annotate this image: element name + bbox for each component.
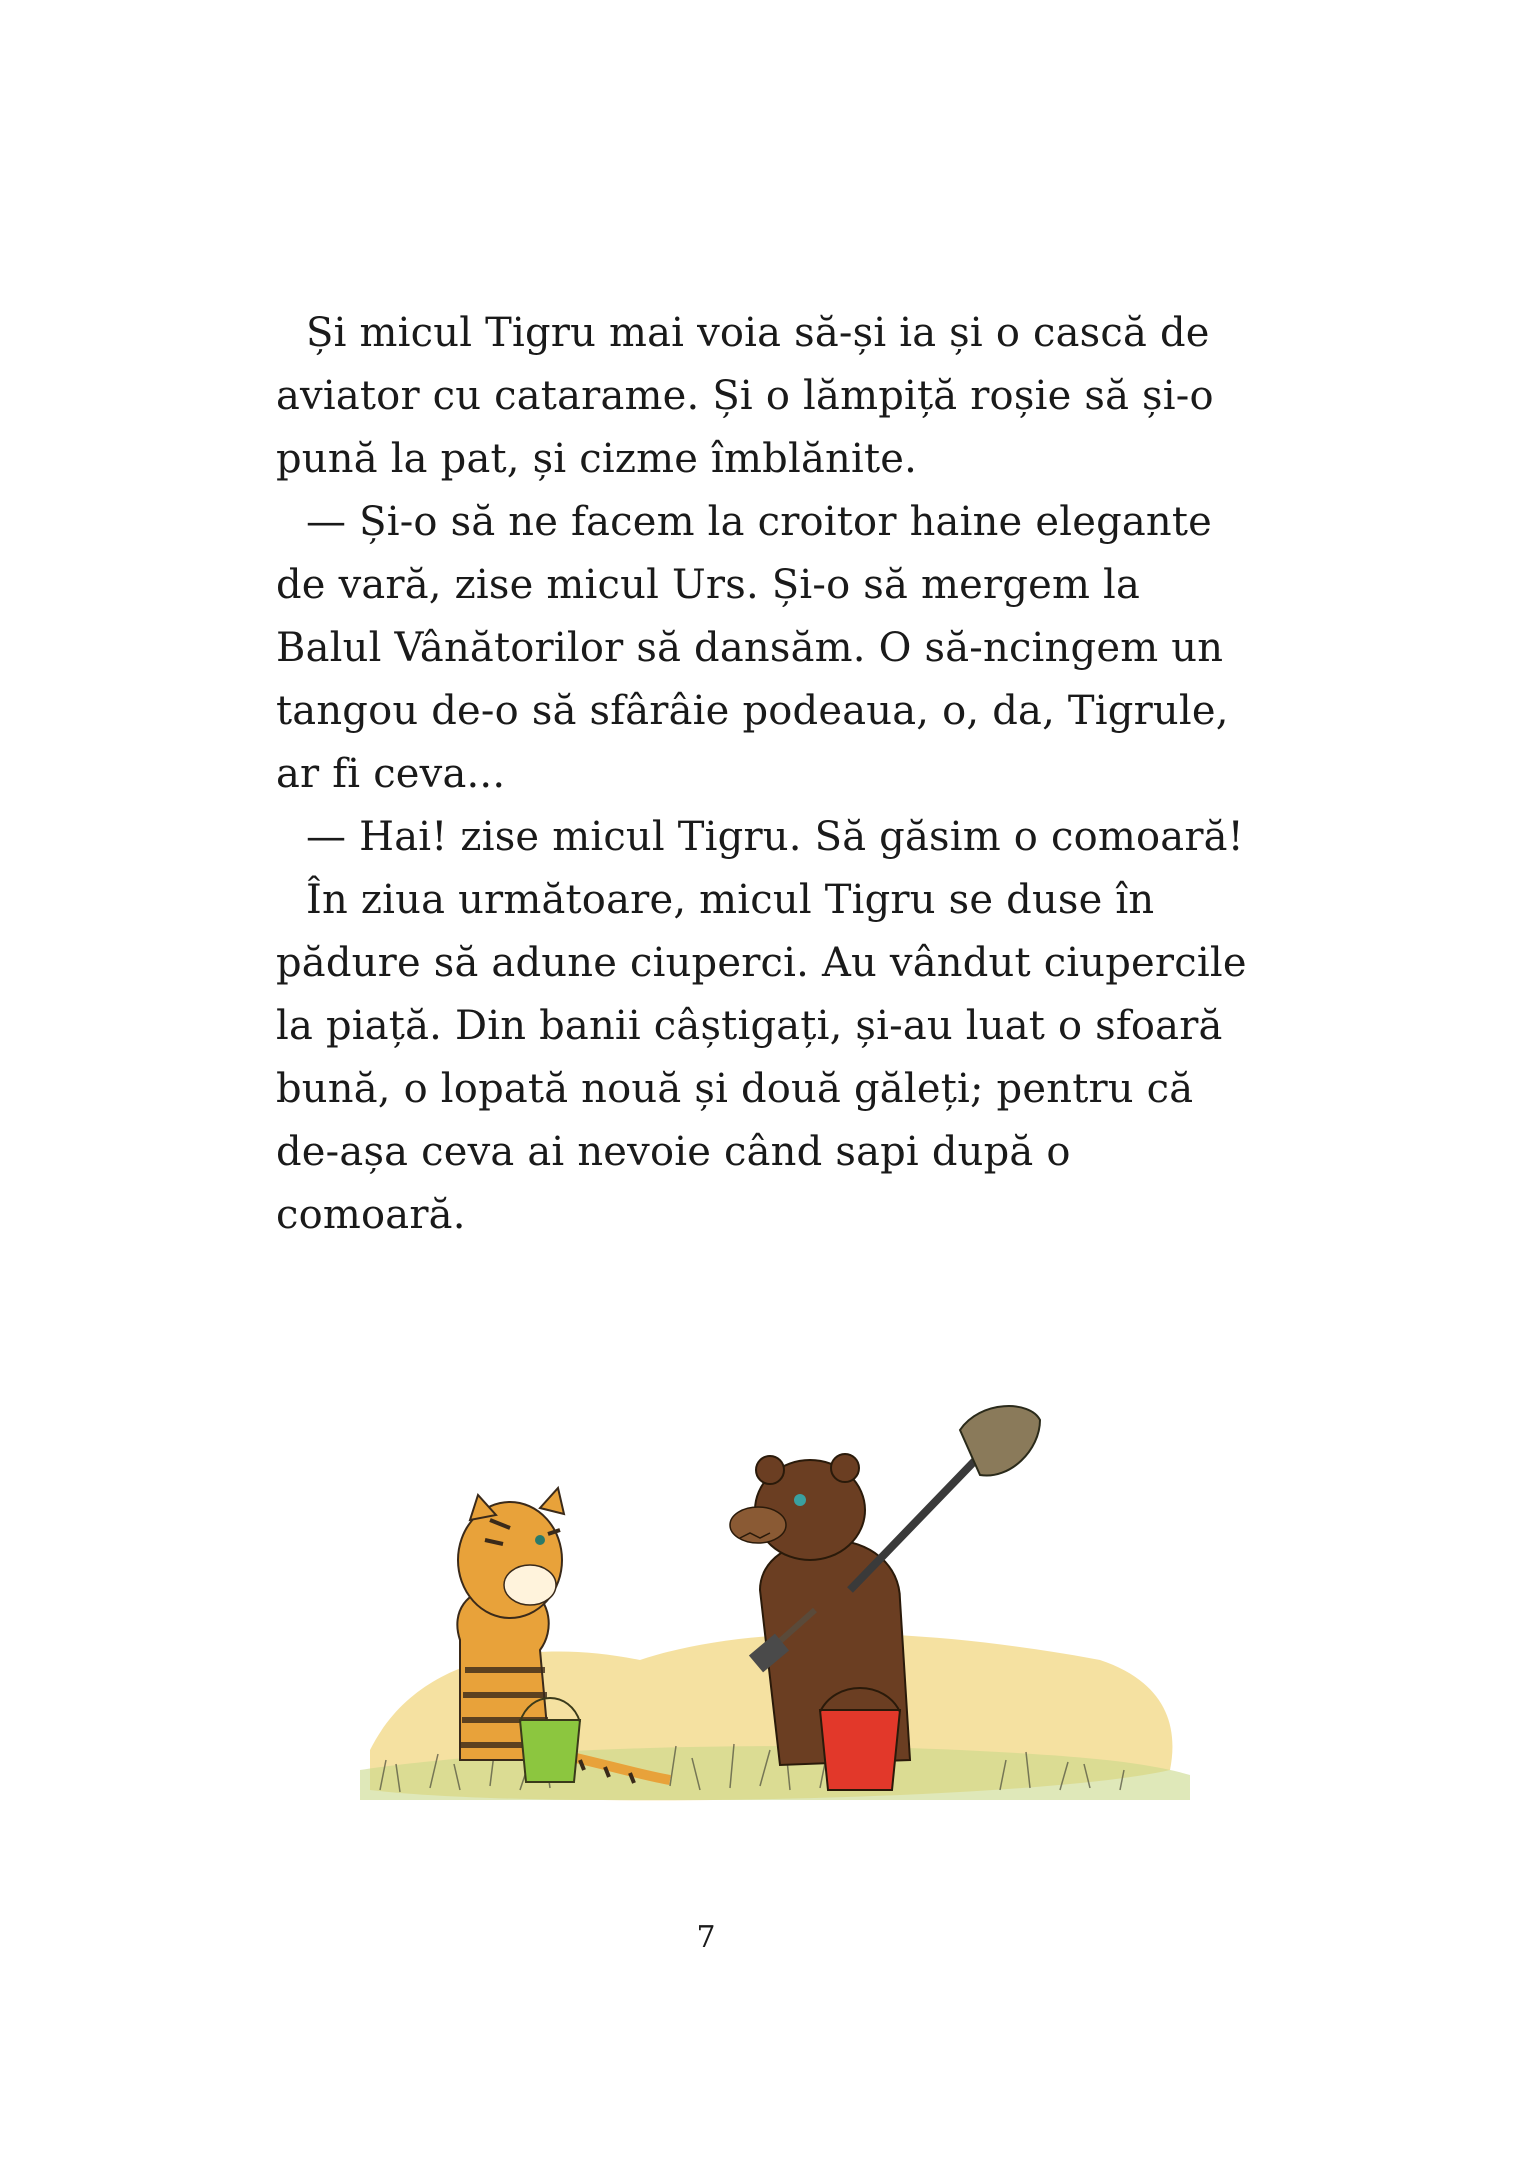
tiger-and-bear-illustration [340, 1390, 1200, 1830]
paragraph-2: — Și-o să ne facem la croitor haine elegante de vară, zise micul Urs. Și-o să mergem la Balul Vânătorilor să dansăm. O să-ncingem un tangou de-o să sfârâie podeaua, o, da, Tigrule, ar fi ceva... [276, 499, 1229, 797]
paragraph-1: Și micul Tigru mai voia să-și ia și o cască de aviator cu catarame. Și o lămpiță roșie să și-o pună la pat, și cizme îmblănite. [276, 310, 1214, 482]
paragraph-3: — Hai! zise micul Tigru. Să găsim o comoară! [306, 814, 1244, 860]
page-number: 7 [696, 1920, 716, 1955]
story-text [276, 302, 1256, 1247]
green-bucket [520, 1720, 580, 1782]
red-bucket [820, 1710, 900, 1790]
paragraph-4: În ziua următoare, micul Tigru se duse în pădure să adune ciuperci. Au vândut ciupercile la piață. Din banii câștigați, și-au luat o sfoară bună, o lopată nouă și două gălеți; pentru că de-așa ceva ai nevoie când sapi după o comoară. [276, 877, 1247, 1238]
shovel [850, 1406, 1040, 1590]
